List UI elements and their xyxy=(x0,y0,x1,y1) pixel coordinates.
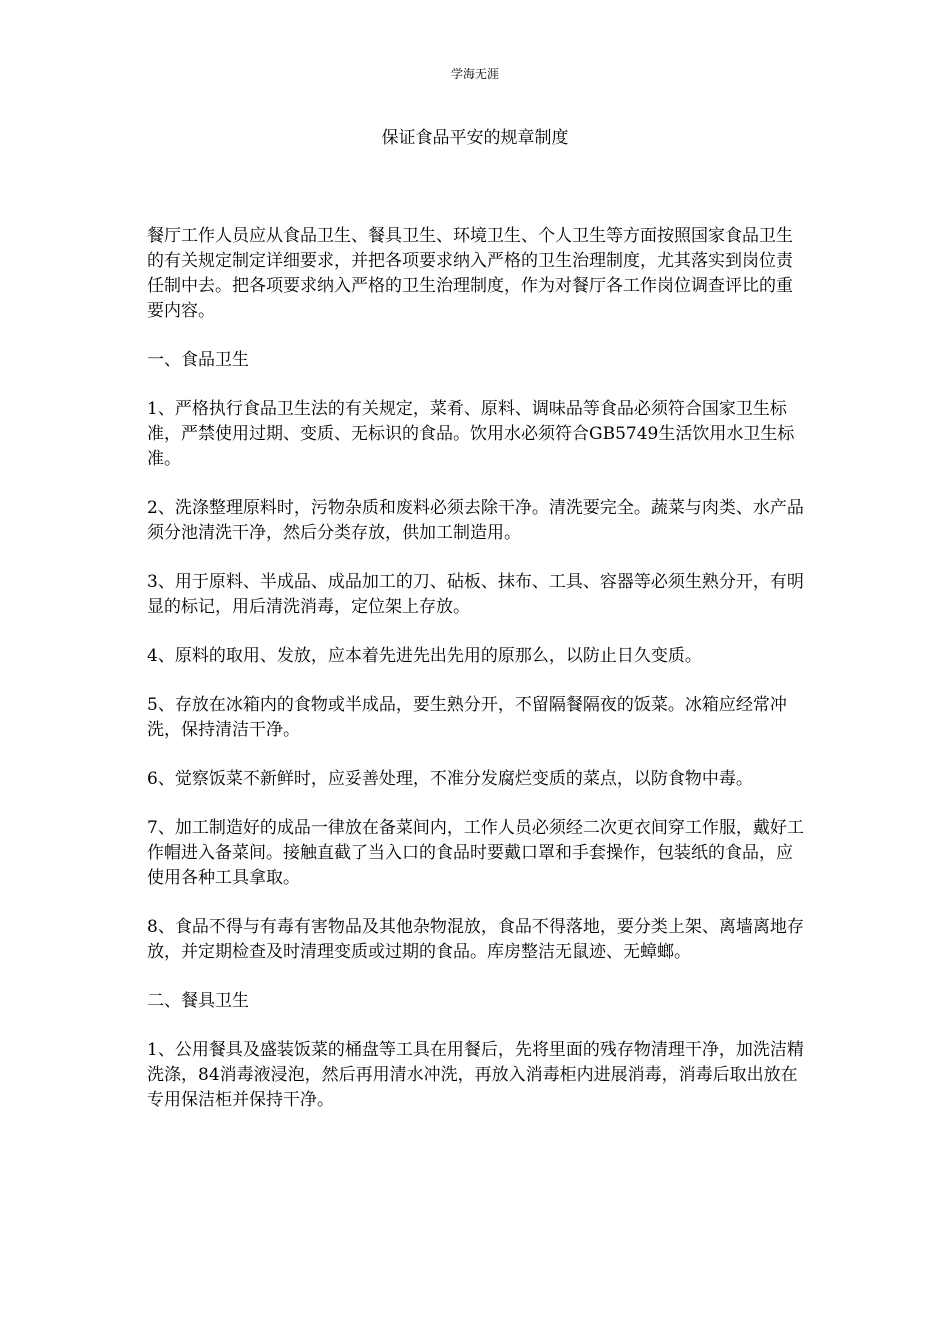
page-header: 学海无涯 xyxy=(450,67,499,81)
list-item: 4、原料的取用、发放，应本着先进先出先用的原那么，以防止日久变质。 xyxy=(147,646,702,666)
list-item: 8、食品不得与有毒有害物品及其他杂物混放，食品不得落地，要分类上架、离墙离地存放，并定期检查及时清理变质或过期的食品。库房整洁无鼠迹、无蟑螂。 xyxy=(147,917,804,962)
list-item: 3、用于原料、半成品、成品加工的刀、砧板、抹布、工具、容器等必须生熟分开，有明显的标记，用后清洗消毒，定位架上存放。 xyxy=(147,572,804,617)
list-item: 1、公用餐具及盛装饭菜的桶盘等工具在用餐后，先将里面的残存物清理干净，加洗洁精洗涤，84消毒液浸泡，然后再用清水冲洗，再放入消毒柜内进展消毒，消毒后取出放在专用保洁柜并保持干净。 xyxy=(147,1040,804,1110)
document-body xyxy=(147,224,809,1137)
list-item: 2、洗涤整理原料时，污物杂质和废料必须去除干净。清洗要完全。蔬菜与肉类、水产品须分池清洗干净，然后分类存放，供加工制造用。 xyxy=(147,498,804,543)
intro-paragraph: 餐厅工作人员应从食品卫生、餐具卫生、环境卫生、个人卫生等方面按照国家食品卫生的有关规定制定详细要求，并把各项要求纳入严格的卫生治理制度，尤其落实到岗位责任制中去。把各项要求纳入严格的卫生治理制度，作为对餐厅各工作岗位调查评比的重要内容。 xyxy=(147,226,793,321)
section-heading-food-hygiene: 一、食品卫生 xyxy=(147,350,249,370)
list-item: 1、严格执行食品卫生法的有关规定，菜肴、原料、调味品等食品必须符合国家卫生标准，严禁使用过期、变质、无标识的食品。饮用水必须符合GB5749生活饮用水卫生标准。 xyxy=(147,399,795,469)
document-title: 保证食品平安的规章制度 xyxy=(381,128,569,148)
section-heading-tableware-hygiene: 二、餐具卫生 xyxy=(147,991,249,1011)
list-item: 7、加工制造好的成品一律放在备菜间内，工作人员必须经二次更衣间穿工作服，戴好工作帽进入备菜间。接触直截了当入口的食品时要戴口罩和手套操作，包装纸的食品，应使用各种工具拿取。 xyxy=(147,818,804,888)
list-item: 6、觉察饭菜不新鲜时，应妥善处理，不准分发腐烂变质的菜点，以防食物中毒。 xyxy=(147,769,753,789)
list-item: 5、存放在冰箱内的食物或半成品，要生熟分开，不留隔餐隔夜的饭菜。冰箱应经常冲洗，保持清洁干净。 xyxy=(147,695,787,740)
